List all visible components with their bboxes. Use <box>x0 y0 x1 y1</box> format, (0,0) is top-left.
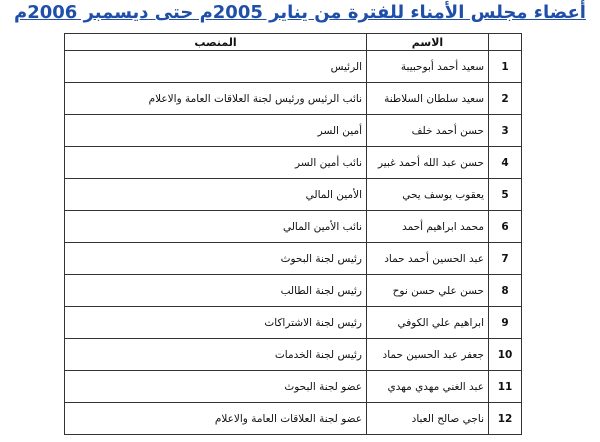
member-name: سعيد أحمد أبوحبيبة <box>367 51 489 83</box>
table-row <box>65 371 522 403</box>
row-number: 3 <box>489 115 522 147</box>
table-row <box>65 275 522 307</box>
member-position: رئيس لجنة الخدمات <box>65 339 367 371</box>
row-number: 11 <box>489 371 522 403</box>
row-number: 5 <box>489 179 522 211</box>
page-title: أعضاء مجلس الأمناء للفترة من يناير 2005م حتى ديسمبر 2006م <box>14 2 586 23</box>
member-position: نائب الرئيس ورئيس لجنة العلاقات العامة والاعلام <box>65 83 367 115</box>
table-header-row <box>65 34 522 51</box>
table-row <box>65 339 522 371</box>
member-name: جعفر عبد الحسين حماد <box>367 339 489 371</box>
member-position: الرئيس <box>65 51 367 83</box>
row-number: 4 <box>489 147 522 179</box>
row-number: 2 <box>489 83 522 115</box>
member-position: الأمين المالي <box>65 179 367 211</box>
header-number <box>489 34 522 51</box>
table-row <box>65 179 522 211</box>
table-row <box>65 403 522 435</box>
member-name: حسن عبد الله أحمد غبير <box>367 147 489 179</box>
member-position: رئيس لجنة الطالب <box>65 275 367 307</box>
member-name: عبد الحسين أحمد حماد <box>367 243 489 275</box>
table-row <box>65 147 522 179</box>
member-name: محمد ابراهيم أحمد <box>367 211 489 243</box>
table-row <box>65 115 522 147</box>
table-row <box>65 83 522 115</box>
table-row <box>65 243 522 275</box>
row-number: 9 <box>489 307 522 339</box>
member-name: حسن علي حسن نوح <box>367 275 489 307</box>
row-number: 12 <box>489 403 522 435</box>
member-position: عضو لجنة البحوث <box>65 371 367 403</box>
member-position: عضو لجنة العلاقات العامة والاعلام <box>65 403 367 435</box>
row-number: 1 <box>489 51 522 83</box>
member-name: يعقوب يوسف يحي <box>367 179 489 211</box>
member-name: سعيد سلطان السلاطنة <box>367 83 489 115</box>
member-position: رئيس لجنة الاشتراكات <box>65 307 367 339</box>
header-name: الاسم <box>367 34 489 51</box>
row-number: 7 <box>489 243 522 275</box>
member-name: حسن أحمد خلف <box>367 115 489 147</box>
member-name: ابراهيم علي الكوفي <box>367 307 489 339</box>
member-position: نائب أمين السر <box>65 147 367 179</box>
board-members-table <box>64 33 522 435</box>
header-position: المنصب <box>65 34 367 51</box>
row-number: 10 <box>489 339 522 371</box>
table-row <box>65 211 522 243</box>
member-position: رئيس لجنة البحوث <box>65 243 367 275</box>
member-name: عبد الغني مهدي مهدي <box>367 371 489 403</box>
table-row <box>65 307 522 339</box>
member-name: ناجي صالح العباد <box>367 403 489 435</box>
table-row <box>65 51 522 83</box>
member-position: أمين السر <box>65 115 367 147</box>
row-number: 6 <box>489 211 522 243</box>
row-number: 8 <box>489 275 522 307</box>
member-position: نائب الأمين المالي <box>65 211 367 243</box>
